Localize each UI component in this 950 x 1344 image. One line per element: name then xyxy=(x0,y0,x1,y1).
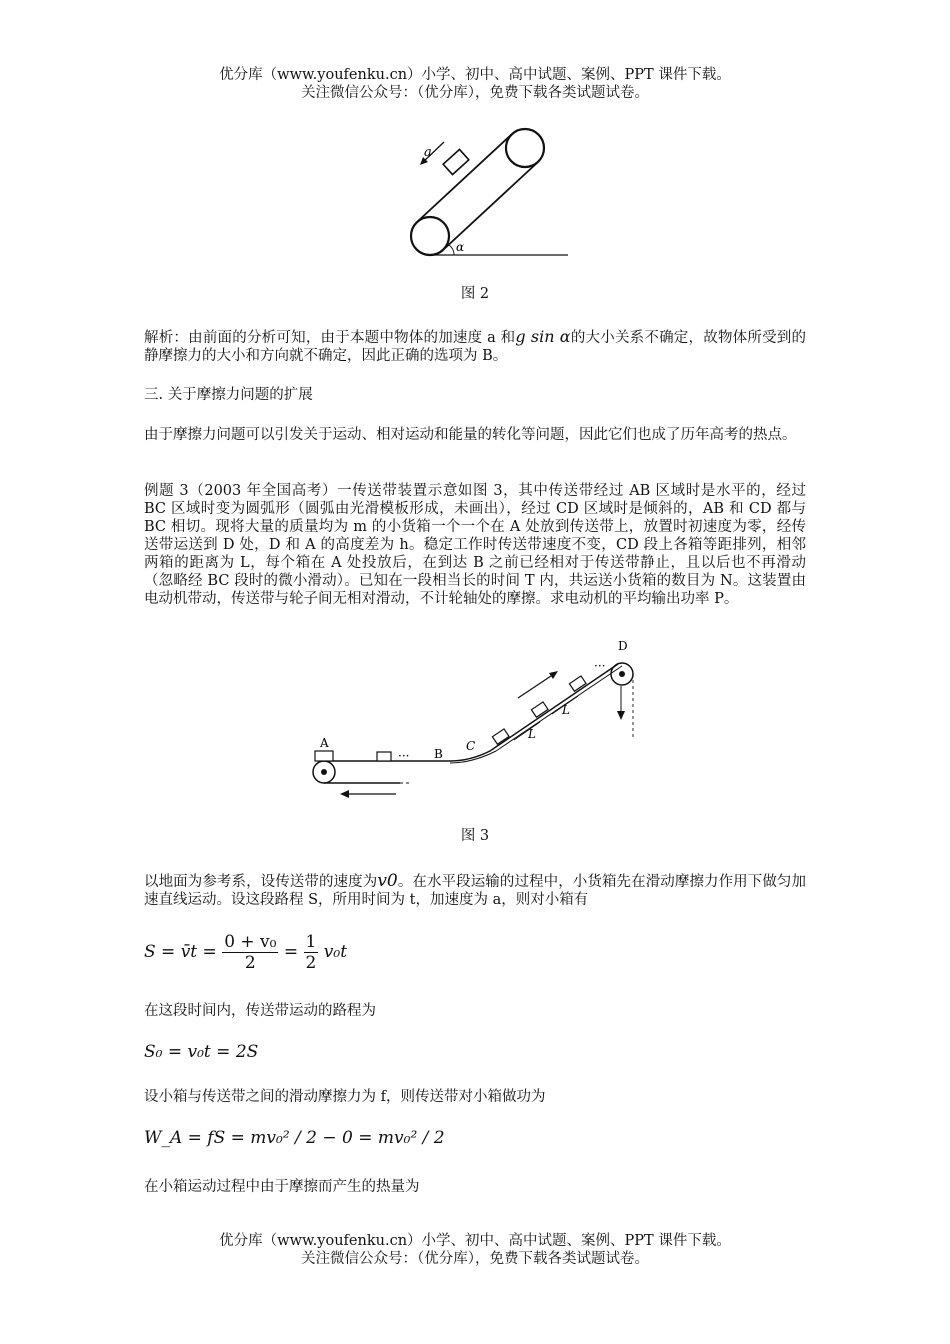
figure-2-caption: 图 2 xyxy=(460,286,490,302)
box-A xyxy=(315,751,333,761)
header-line-2: 关注微信公众号：（优分库），免费下载各类试题试卷。 xyxy=(301,85,649,101)
page-footer xyxy=(0,1232,950,1268)
label-D: D xyxy=(618,639,628,653)
page-header xyxy=(0,66,950,102)
dots-horizontal: ··· xyxy=(398,749,410,763)
work-paragraph: 设小箱与传送带之间的滑动摩擦力为 f，则传送带对小箱做功为 xyxy=(144,1089,546,1105)
formula1-frac-2 xyxy=(304,932,319,973)
footer-line-2: 关注微信公众号：（优分库），免费下载各类试题试卷。 xyxy=(301,1251,649,1267)
label-A: A xyxy=(320,736,329,750)
box-incline-1 xyxy=(492,729,509,744)
analysis-paragraph xyxy=(144,328,806,365)
intro-paragraph: 由于摩擦力问题可以引发关于运动、相对运动和能量的转化等问题，因此它们也成了历年高考的热点。 xyxy=(144,427,797,443)
label-a: a xyxy=(424,145,432,160)
figure-3-caption: 图 3 xyxy=(460,828,490,844)
ground-text-2: 。在水平段运输的过程中，小货箱先在滑动摩擦力作用下做匀加速直线运动。设这段路程 S，所用时间为 t，加速度为 a，则对小箱有 xyxy=(144,874,807,908)
formula1-denominator: 2 xyxy=(244,953,256,973)
figure-2-diagram xyxy=(400,118,570,260)
label-L-lower: L xyxy=(528,727,536,741)
header-line-1: 优分库（www.youfenku.cn）小学、初中、高中试题、案例、PPT 课件下载。 xyxy=(219,67,731,83)
label-B: B xyxy=(434,747,443,761)
v0-symbol: v0 xyxy=(377,871,398,891)
footer-line-1: 优分库（www.youfenku.cn）小学、初中、高中试题、案例、PPT 课件下载。 xyxy=(219,1233,731,1249)
label-L-upper: L xyxy=(562,703,570,717)
block xyxy=(443,149,469,174)
formula1-frac-1 xyxy=(222,932,278,973)
analysis-text-1: 解析：由前面的分析可知，由于本题中物体的加速度 a 和 xyxy=(144,330,516,346)
box-incline-3 xyxy=(569,676,586,691)
formula-belt-distance: S₀ = v₀t = 2S xyxy=(144,1042,259,1062)
formula1-equals: = xyxy=(283,942,299,962)
ground-text-1: 以地面为参考系，设传送带的速度为 xyxy=(144,874,378,890)
ground-frame-paragraph xyxy=(144,872,806,909)
formula1-half-denominator: 2 xyxy=(305,953,317,973)
formula1-half-numerator: 1 xyxy=(305,932,317,952)
heat-paragraph: 在小箱运动过程中由于摩擦而产生的热量为 xyxy=(144,1179,420,1195)
analysis-text-2: 的大小关系不确定，故物体所受到的静摩擦力的大小和方向就不确定，因此正确的选项为 B。 xyxy=(144,330,806,364)
figure-3-diagram xyxy=(300,634,650,804)
formula-distance xyxy=(144,932,347,973)
example-3-paragraph: 例题 3（2003 年全国高考）一传送带装置示意如图 3，其中传送带经过 AB 区域时是水平的，经过 BC 区域时变为圆弧形（圆弧由光滑模板形成，未画出），经过 CD 区域时是倾斜的，AB 和 CD 都与 BC 相切。现将大量的质量均为 m 的小货箱一个一个在 A 处放到传送带上，放置时初速度为零，经传送带运送到 D 处，D 和 A 的高度差为 h。稳定工作时传送带速度不变，CD 段上各箱等距排列，相邻两箱的距离为 L，每个箱在 A 处投放后，在到达 B 之前已经相对于传送带静止，且以后也不再滑动（忽略经 BC 段时的微小滑动）。已知在一段相当长的时间 T 内，共运送小货箱的数目为 N。这装置由电动机带动，传送带与轮子间无相对滑动，不计轮轴处的摩擦。求电动机的平均输出功率 P。 xyxy=(144,483,806,607)
box-horizontal xyxy=(377,752,391,761)
label-C: C xyxy=(466,739,476,753)
box-incline-2 xyxy=(531,702,548,717)
formula1-numerator: 0 + v₀ xyxy=(224,932,277,952)
formula1-tail: v₀t xyxy=(323,942,348,962)
g-sin-alpha-formula: g sin α xyxy=(515,327,571,346)
label-alpha: α xyxy=(456,240,465,254)
formula1-lhs: S = v̄t = xyxy=(144,942,217,962)
dots-incline: ··· xyxy=(594,659,606,673)
section-3-title: 三. 关于摩擦力问题的扩展 xyxy=(144,387,313,403)
belt-distance-paragraph: 在这段时间内，传送带运动的路程为 xyxy=(144,1003,376,1019)
formula-work: W_A = fS = mv₀² / 2 − 0 = mv₀² / 2 xyxy=(144,1128,445,1148)
